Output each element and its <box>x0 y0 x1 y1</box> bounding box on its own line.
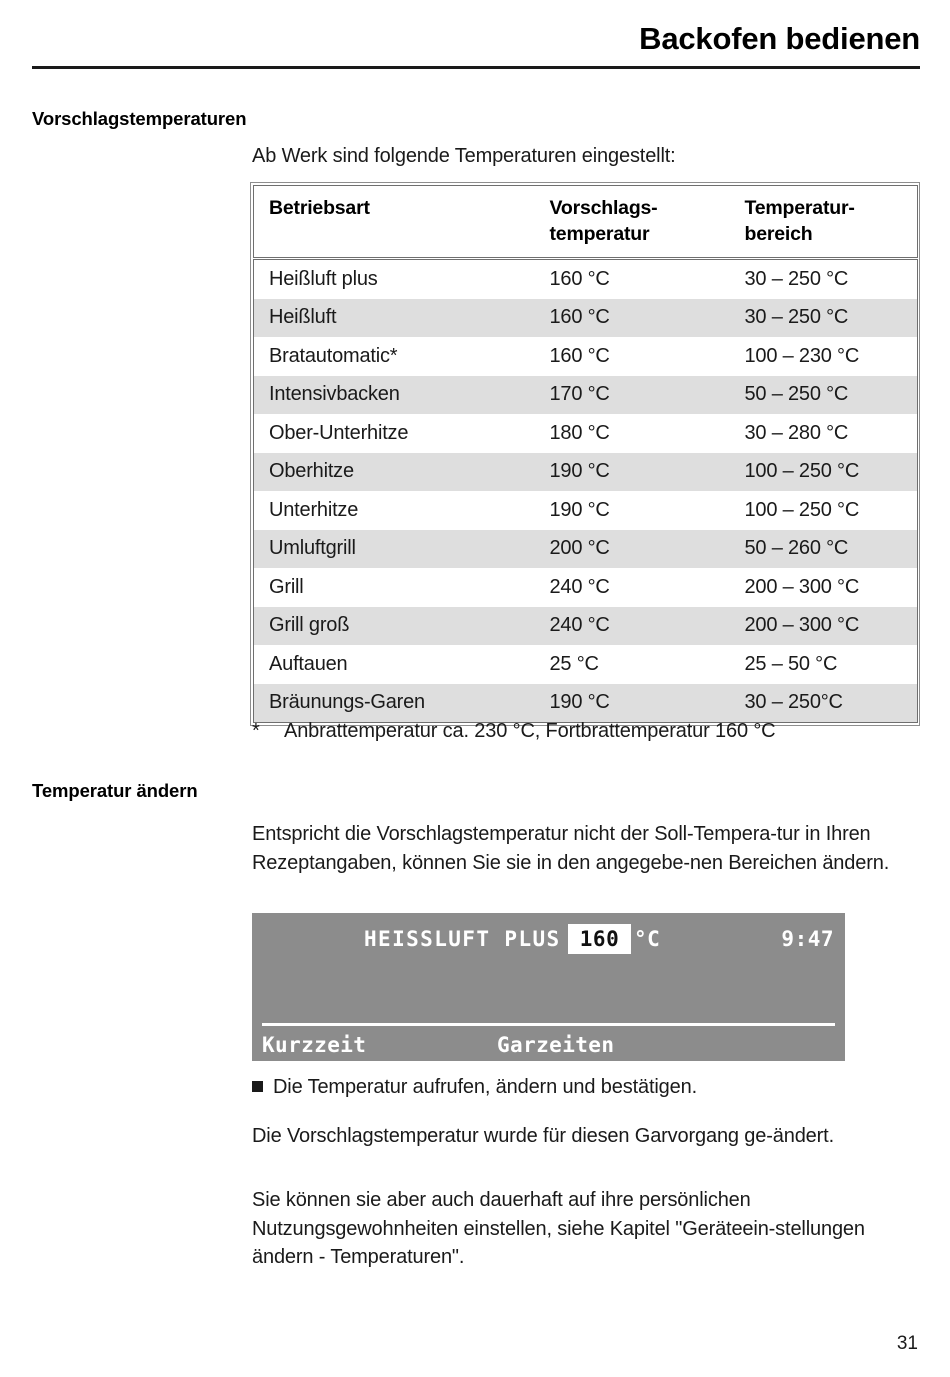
cell-temperaturbereich: 200 – 300 °C <box>739 568 918 607</box>
table-row <box>254 530 918 569</box>
cell-vorschlagstemperatur: 180 °C <box>544 414 739 453</box>
cell-vorschlagstemperatur: 240 °C <box>544 607 739 646</box>
cell-temperaturbereich: 30 – 250 °C <box>739 299 918 338</box>
cell-temperaturbereich: 30 – 280 °C <box>739 414 918 453</box>
display-softkey-row <box>252 1030 845 1060</box>
cell-temperaturbereich: 30 – 250°C <box>739 684 918 723</box>
cell-vorschlagstemperatur: 25 °C <box>544 645 739 684</box>
header-divider <box>32 66 920 69</box>
cell-temperaturbereich: 100 – 230 °C <box>739 337 918 376</box>
cell-vorschlagstemperatur: 190 °C <box>544 453 739 492</box>
softkey-garzeiten[interactable]: Garzeiten <box>497 1033 615 1057</box>
column-header-temperaturbereich <box>739 186 918 259</box>
column-header-betriebsart-line1: Betriebsart <box>269 197 370 219</box>
column-header-vorschlagstemperatur-line2: temperatur <box>549 223 650 245</box>
cell-temperaturbereich: 50 – 250 °C <box>739 376 918 415</box>
cell-betriebsart: Bratautomatic* <box>254 337 544 376</box>
table-row <box>254 259 918 299</box>
display-divider-line <box>262 1023 835 1026</box>
cell-betriebsart: Heißluft <box>254 299 544 338</box>
footnote-text: Anbrattemperatur ca. 230 °C, Fortbrattemperatur 160 °C <box>284 720 776 742</box>
display-temperature-unit: °C <box>634 927 661 951</box>
cell-temperaturbereich: 100 – 250 °C <box>739 491 918 530</box>
cell-vorschlagstemperatur: 200 °C <box>544 530 739 569</box>
cell-temperaturbereich: 25 – 50 °C <box>739 645 918 684</box>
table-header-row <box>254 186 918 259</box>
cell-vorschlagstemperatur: 170 °C <box>544 376 739 415</box>
cell-vorschlagstemperatur: 160 °C <box>544 337 739 376</box>
section-heading-vorschlagstemperaturen: Vorschlagstemperaturen <box>32 108 247 129</box>
cell-betriebsart: Unterhitze <box>254 491 544 530</box>
temperature-table-container <box>250 182 920 726</box>
cell-betriebsart: Ober-Unterhitze <box>254 414 544 453</box>
table-row <box>254 299 918 338</box>
oven-display-illustration <box>252 913 845 1061</box>
paragraph-note: Sie können sie aber auch dauerhaft auf ihre persönlichen Nutzungsgewohnheiten einstellen, siehe Kapitel "Geräteein-stellungen ändern - Temperaturen". <box>252 1189 865 1268</box>
cell-betriebsart: Grill <box>254 568 544 607</box>
table-row <box>254 453 918 492</box>
column-header-vorschlagstemperatur-line1: Vorschlags- <box>549 197 658 219</box>
table-row <box>254 491 918 530</box>
table-body <box>254 259 918 723</box>
square-bullet-icon <box>252 1081 263 1092</box>
display-temperature-value[interactable]: 160 <box>568 924 631 954</box>
cell-betriebsart: Bräunungs-Garen <box>254 684 544 723</box>
cell-vorschlagstemperatur: 190 °C <box>544 684 739 723</box>
section-heading-temperatur-aendern: Temperatur ändern <box>32 780 198 801</box>
cell-betriebsart: Grill groß <box>254 607 544 646</box>
column-header-temperaturbereich-line2: bereich <box>744 223 813 245</box>
cell-temperaturbereich: 100 – 250 °C <box>739 453 918 492</box>
cell-betriebsart: Intensivbacken <box>254 376 544 415</box>
table-row <box>254 337 918 376</box>
paragraph-result: Die Vorschlagstemperatur wurde für diesen Garvorgang ge-ändert. <box>252 1125 834 1147</box>
footnote-marker: * <box>252 720 260 742</box>
cell-vorschlagstemperatur: 240 °C <box>544 568 739 607</box>
cell-vorschlagstemperatur: 190 °C <box>544 491 739 530</box>
column-header-temperaturbereich-line1: Temperatur- <box>744 197 855 219</box>
page-title: Backofen bedienen <box>639 21 920 56</box>
cell-betriebsart: Oberhitze <box>254 453 544 492</box>
instruction-text: Die Temperatur aufrufen, ändern und bestätigen. <box>273 1076 697 1098</box>
table-row <box>254 645 918 684</box>
table-row <box>254 568 918 607</box>
cell-betriebsart: Heißluft plus <box>254 259 544 299</box>
display-clock: 9:47 <box>781 927 834 951</box>
cell-betriebsart: Umluftgrill <box>254 530 544 569</box>
display-top-row <box>252 924 845 954</box>
cell-temperaturbereich: 200 – 300 °C <box>739 607 918 646</box>
temperature-table <box>253 185 918 723</box>
table-header <box>254 186 918 259</box>
display-operating-mode: HEISSLUFT PLUS <box>364 927 561 951</box>
table-row <box>254 376 918 415</box>
table-row <box>254 684 918 723</box>
paragraph-entspricht: Entspricht die Vorschlagstemperatur nicht der Soll-Tempera-tur in Ihren Rezeptangaben, können Sie sie in den angegebe-nen Bereichen ändern. <box>252 823 890 874</box>
softkey-kurzzeit[interactable]: Kurzzeit <box>262 1033 367 1057</box>
table-row <box>254 414 918 453</box>
table-footnote <box>252 718 932 745</box>
cell-betriebsart: Auftauen <box>254 645 544 684</box>
column-header-vorschlagstemperatur <box>544 186 739 259</box>
intro-paragraph-vorschlagstemperaturen: Ab Werk sind folgende Temperaturen eingestellt: <box>252 145 676 167</box>
cell-temperaturbereich: 50 – 260 °C <box>739 530 918 569</box>
cell-vorschlagstemperatur: 160 °C <box>544 259 739 299</box>
cell-temperaturbereich: 30 – 250 °C <box>739 259 918 299</box>
page-header <box>32 22 920 69</box>
table-row <box>254 607 918 646</box>
cell-vorschlagstemperatur: 160 °C <box>544 299 739 338</box>
instruction-list-item <box>252 1073 932 1102</box>
column-header-betriebsart <box>254 186 544 259</box>
page-number: 31 <box>896 1333 918 1354</box>
